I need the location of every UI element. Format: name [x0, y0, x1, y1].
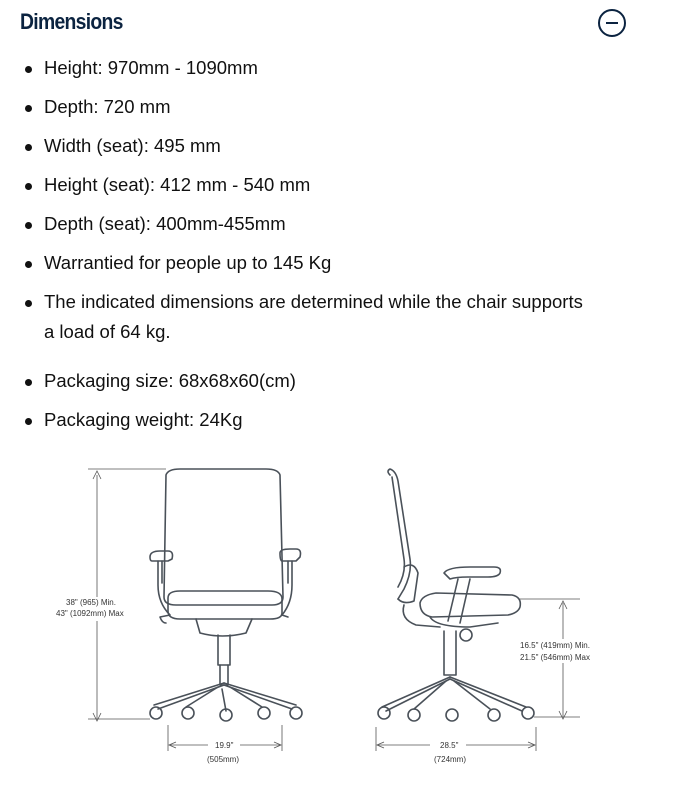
minus-circle-icon[interactable] — [598, 9, 626, 37]
front-width-mm-label: (505mm) — [207, 755, 240, 764]
spec-item-packaging-size: Packaging size: 68x68x60(cm) — [22, 366, 642, 396]
chair-dimension-diagram — [0, 455, 676, 800]
spec-item-seat-width: Width (seat): 495 mm — [22, 131, 642, 161]
side-seat-min-label: 16.5" (419mm) Min. — [520, 641, 590, 650]
section-header — [20, 6, 640, 40]
spec-item-warranty: Warrantied for people up to 145 Kg — [22, 248, 642, 278]
front-height-max-label: 43" (1092mm) Max — [56, 609, 124, 618]
spec-item-seat-depth: Depth (seat): 400mm-455mm — [22, 209, 642, 239]
spec-item-load-note: The indicated dimensions are determined while the chair supports a load of 64 kg. — [22, 287, 584, 347]
spec-item-seat-height: Height (seat): 412 mm - 540 mm — [22, 170, 642, 200]
front-chair-drawing — [150, 469, 302, 721]
front-width-in-label: 19.9" — [215, 741, 234, 750]
spec-item-depth: Depth: 720 mm — [22, 92, 642, 122]
side-depth-mm-label: (724mm) — [434, 755, 467, 764]
spec-item-height: Height: 970mm - 1090mm — [22, 53, 642, 83]
side-depth-in-label: 28.5" — [440, 741, 459, 750]
spec-list — [22, 53, 642, 444]
chair-diagram-svg — [0, 455, 676, 800]
side-chair-drawing — [378, 469, 534, 721]
front-height-min-label: 38" (965) Min. — [66, 598, 116, 607]
side-seat-max-label: 21.5" (546mm) Max — [520, 653, 590, 662]
spec-item-packaging-weight: Packaging weight: 24Kg — [22, 405, 642, 435]
minus-bar — [606, 22, 618, 25]
section-title: Dimensions — [20, 9, 123, 34]
